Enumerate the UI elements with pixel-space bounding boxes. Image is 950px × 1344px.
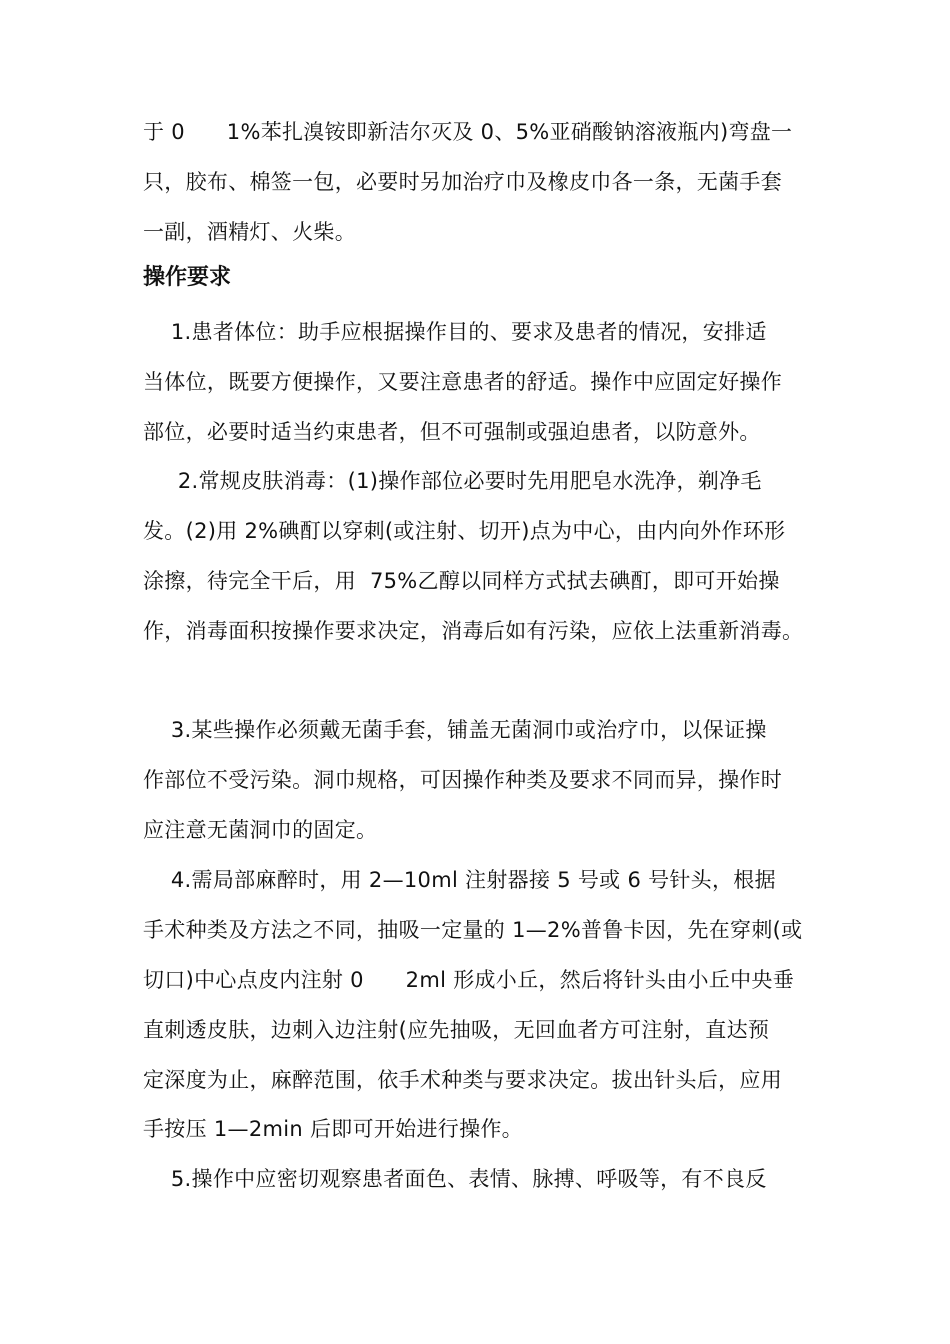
paragraph-4-line: 4.需局部麻醉时，用 2—10ml 注射器接 5 号或 6 号针头，根据: [143, 868, 776, 892]
paragraph-4-line: 定深度为止，麻醉范围，依手术种类与要求决定。拔出针头后，应用: [143, 1068, 782, 1092]
paragraph-4-line: 直刺透皮肤，边刺入边注射(应先抽吸，无回血者方可注射，直达预: [143, 1018, 770, 1042]
paragraph-3-line: 3.某些操作必须戴无菌手套，铺盖无菌洞巾或治疗巾，以保证操: [143, 718, 767, 742]
intro-line: 只，胶布、棉签一包，必要时另加治疗巾及橡皮巾各一条，无菌手套: [143, 170, 782, 194]
paragraph-4-line: 切口)中心点皮内注射 0 2ml 形成小丘，然后将针头由小丘中央垂: [143, 968, 795, 992]
paragraph-4-line: 手按压 1—2min 后即可开始进行操作。: [143, 1117, 523, 1141]
paragraph-2-line: 作，消毒面积按操作要求决定，消毒后如有污染，应依上法重新消毒。: [143, 619, 804, 643]
paragraph-3-line: 作部位不受污染。洞巾规格，可因操作种类及要求不同而异，操作时: [143, 768, 782, 792]
paragraph-1-line: 当体位，既要方便操作，又要注意患者的舒适。操作中应固定好操作: [143, 370, 782, 394]
paragraph-1-line: 部位，必要时适当约束患者，但不可强制或强迫患者，以防意外。: [143, 420, 761, 444]
paragraph-2-line: 涂擦，待完全干后，用 75%乙醇以同样方式拭去碘酊，即可开始操: [143, 569, 780, 593]
paragraph-2-line: 2.常规皮肤消毒：(1)操作部位必要时先用肥皂水洗净，剃净毛: [143, 469, 762, 493]
paragraph-5-line: 5.操作中应密切观察患者面色、表情、脉搏、呼吸等，有不良反: [143, 1167, 767, 1191]
intro-line: 于 0 1%苯扎溴铵即新洁尔灭及 0、5%亚硝酸钠溶液瓶内)弯盘一: [143, 120, 793, 144]
paragraph-4-line: 手术种类及方法之不同，抽吸一定量的 1—2%普鲁卡因，先在穿刺(或: [143, 918, 803, 942]
paragraph-1-line: 1.患者体位：助手应根据操作目的、要求及患者的情况，安排适: [143, 320, 767, 344]
paragraph-2-line: 发。(2)用 2%碘酊以穿刺(或注射、切开)点为中心，由内向外作环形: [143, 519, 786, 543]
intro-line: 一副，酒精灯、火柴。: [143, 220, 356, 244]
paragraph-3-line: 应注意无菌洞巾的固定。: [143, 818, 378, 842]
section-heading: 操作要求: [143, 265, 232, 290]
